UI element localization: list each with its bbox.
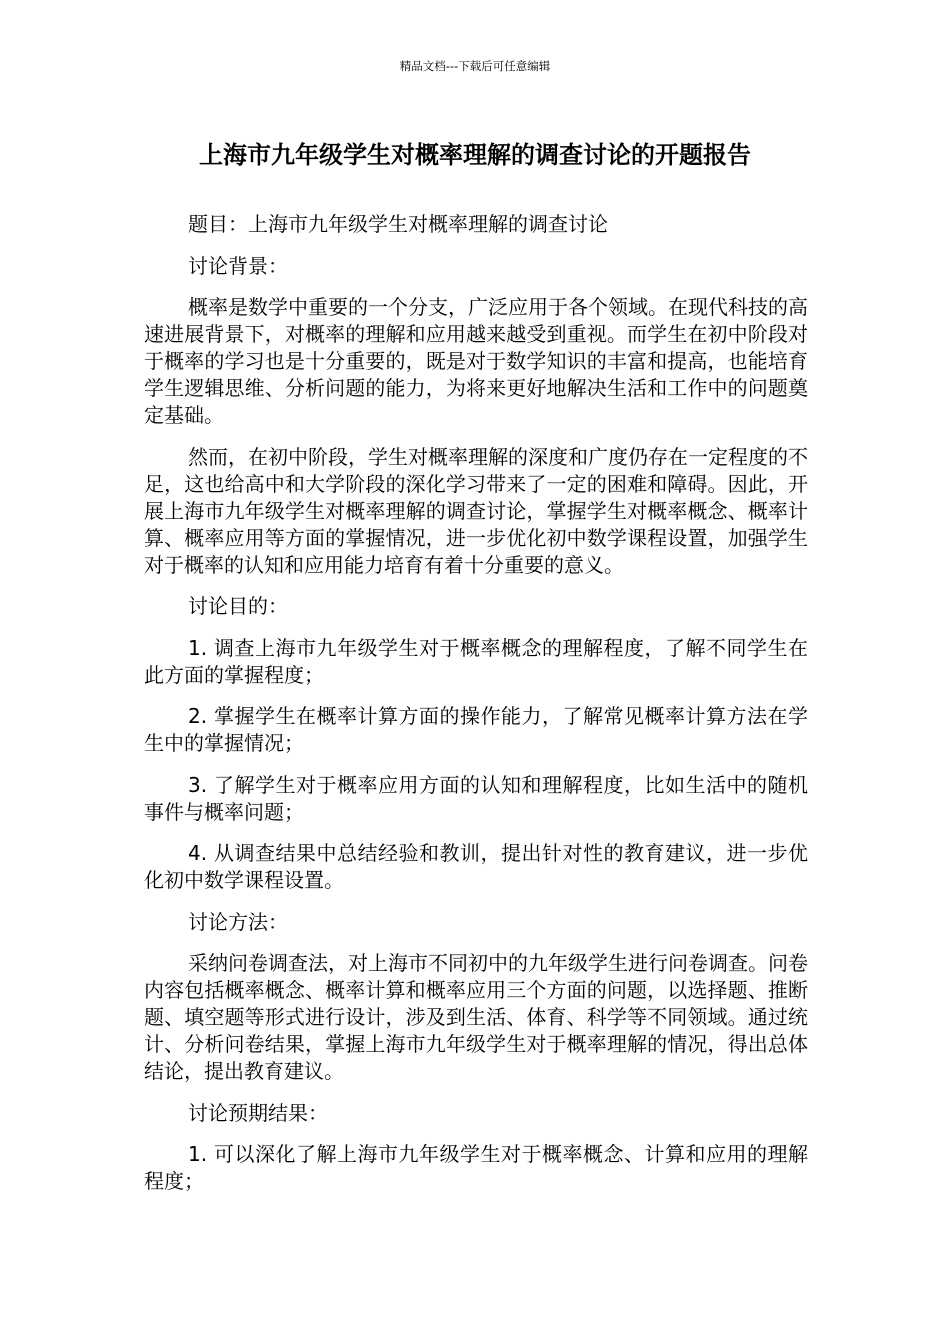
list-item: 1. 调查上海市九年级学生对于概率概念的理解程度，了解不同学生在此方面的掌握程度； [144, 635, 808, 687]
paragraph: 然而，在初中阶段，学生对概率理解的深度和广度仍存在一定程度的不足，这也给高中和大学阶段的深化学习带来了一定的困难和障碍。因此，开展上海市九年级学生对概率理解的调查讨论，掌握学生对概率概念、概率计算、概率应用等方面的掌握情况，进一步优化初中数学课程设置，加强学生对于概率的认知和应用能力培育有着十分重要的意义。 [144, 444, 808, 577]
list-item: 3. 了解学生对于概率应用方面的认知和理解程度，比如生活中的随机事件与概率问题； [144, 772, 808, 824]
document-body [144, 211, 808, 1210]
section-heading-background: 讨论背景： [188, 253, 288, 278]
section-heading-method: 讨论方法： [188, 909, 288, 934]
list-item: 1. 可以深化了解上海市九年级学生对于概率概念、计算和应用的理解程度； [144, 1142, 808, 1193]
list-item: 4. 从调查结果中总结经验和教训，提出针对性的教育建议，进一步优化初中数学课程设置。 [144, 841, 808, 892]
section-heading-expected-results: 讨论预期结果： [188, 1100, 328, 1125]
section-heading-purpose: 讨论目的： [188, 594, 288, 618]
document-title: 上海市九年级学生对概率理解的调查讨论的开题报告 [199, 141, 751, 169]
paragraph: 概率是数学中重要的一个分支，广泛应用于各个领域。在现代科技的高速进展背景下，对概率的理解和应用越来越受到重视。而学生在初中阶段对于概率的学习也是十分重要的，既是对于数学知识的丰富和提高，也能培育学生逻辑思维、分析问题的能力，为将来更好地解决生活和工作中的问题奠定基础。 [144, 295, 808, 427]
header-note: 精品文档---下载后可任意编辑 [399, 59, 551, 73]
list-item: 2. 掌握学生在概率计算方面的操作能力，了解常见概率计算方法在学生中的掌握情况； [144, 704, 808, 755]
topic-line: 题目：上海市九年级学生对概率理解的调查讨论 [188, 212, 608, 236]
paragraph: 采纳问卷调查法，对上海市不同初中的九年级学生进行问卷调查。问卷内容包括概率概念、概率计算和概率应用三个方面的问题，以选择题、推断题、填空题等形式进行设计，涉及到生活、体育、科学等不同领域。通过统计、分析问卷结果，掌握上海市九年级学生对于概率理解的情况，得出总体结论，提出教育建议。 [144, 951, 808, 1083]
